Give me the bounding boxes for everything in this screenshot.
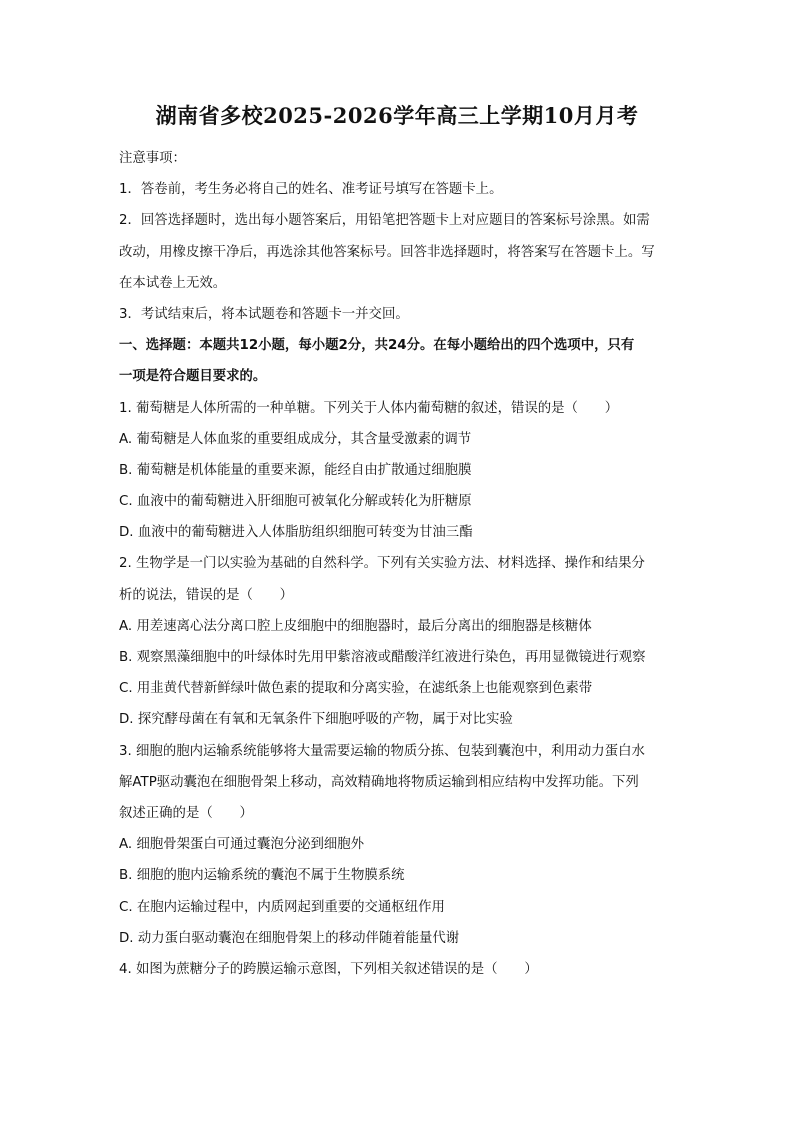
option-b: B. 葡萄糖是机体能量的重要来源，能经自由扩散通过细胞膜 (119, 462, 472, 478)
question-stem: 1. 葡萄糖是人体所需的一种单糖。下列关于人体内葡萄糖的叙述，错误的是（ ） (119, 400, 619, 416)
option-d: D. 血液中的葡萄糖进入人体脂肪组织细胞可转变为甘油三酯 (119, 525, 473, 541)
question-stem: 叙述正确的是（ ） (119, 805, 253, 821)
option-b: B. 观察黑藻细胞中的叶绿体时先用甲紫溶液或醋酸洋红液进行染色，再用显微镜进行观察 (119, 650, 646, 665)
section-heading: 一、选择题：本题共12小题，每小题2分，共24分。在每小题给出的四个选项中，只有 (119, 338, 635, 354)
question-2 (119, 548, 679, 735)
notice-item: 在本试卷上无效。 (119, 275, 227, 291)
option-b: B. 细胞的胞内运输系统的囊泡不属于生物膜系统 (119, 868, 405, 884)
option-a: A. 细胞骨架蛋白可通过囊泡分泌到细胞外 (119, 837, 365, 853)
option-a: A. 用差速离心法分离口腔上皮细胞中的细胞器时，最后分离出的细胞器是核糖体 (119, 618, 592, 634)
exam-body (119, 143, 679, 985)
option-d: D. 探究酵母菌在有氧和无氧条件下细胞呼吸的产物，属于对比实验 (119, 712, 513, 728)
notice-heading: 注意事项： (119, 151, 186, 166)
option-c: C. 用韭黄代替新鲜绿叶做色素的提取和分离实验，在滤纸条上也能观察到色素带 (119, 681, 593, 697)
notice-item: 1．答卷前，考生务必将自己的姓名、准考证号填写在答题卡上。 (119, 182, 503, 198)
notice-item: 改动，用橡皮擦干净后，再选涂其他答案标号。回答非选择题时，将答案写在答题卡上。写 (119, 244, 655, 260)
question-stem: 2. 生物学是一门以实验为基础的自然科学。下列有关实验方法、材料选择、操作和结果分 (119, 556, 645, 572)
question-stem: 析的说法，错误的是（ ） (119, 587, 294, 603)
option-a: A. 葡萄糖是人体血浆的重要组成成分，其含量受激素的调节 (119, 431, 472, 447)
section-heading: 一项是符合题目要求的。 (119, 369, 267, 385)
question-stem: 4. 如图为蔗糖分子的跨膜运输示意图，下列相关叙述错误的是（ ） (119, 961, 538, 977)
option-d: D. 动力蛋白驱动囊泡在细胞骨架上的移动伴随着能量代谢 (119, 930, 460, 946)
option-c: C. 在胞内运输过程中，内质网起到重要的交通枢纽作用 (119, 899, 445, 915)
notice-item: 2．回答选择题时，选出每小题答案后，用铅笔把答题卡上对应题目的答案标号涂黑。如需 (119, 213, 650, 229)
question-3 (119, 736, 679, 954)
page-title: 湖南省多校2025-2026学年高三上学期10月月考 (155, 103, 639, 128)
notice-item: 3．考试结束后，将本试题卷和答题卡一并交回。 (119, 306, 409, 322)
option-c: C. 血液中的葡萄糖进入肝细胞可被氧化分解或转化为肝糖原 (119, 494, 472, 510)
question-stem: 3. 细胞的胞内运输系统能够将大量需要运输的物质分拣、包装到囊泡中，利用动力蛋白水 (119, 743, 645, 759)
question-1 (119, 393, 679, 549)
question-stem: 解ATP驱动囊泡在细胞骨架上移动，高效精确地将物质运输到相应结构中发挥功能。下列 (119, 774, 639, 790)
question-4 (119, 954, 679, 985)
